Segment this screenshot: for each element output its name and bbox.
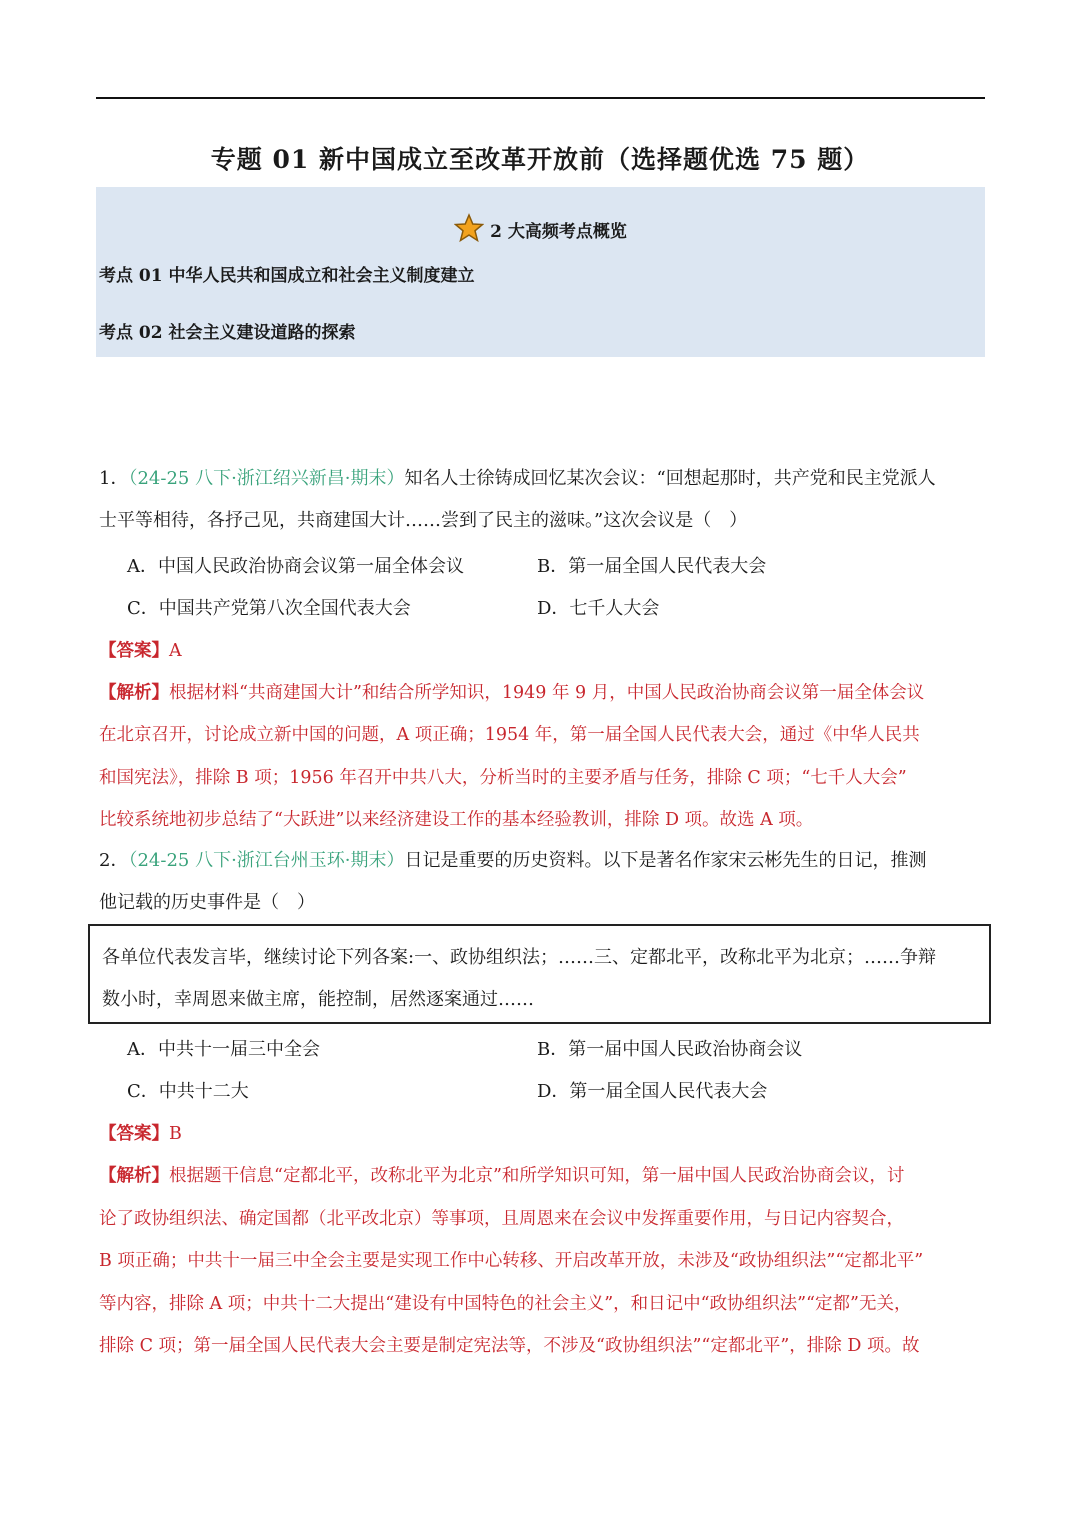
q2-analysis-line3: B 项正确；中共十一届三中全会主要是实现工作中心转移、开启改革开放，未涉及“政协组织法”“定都北平” bbox=[99, 1251, 924, 1271]
overview-heading-text: 2 大高频考点概览 bbox=[490, 222, 627, 242]
q2-stem-text: 日记是重要的历史资料。以下是著名作家宋云彬先生的日记，推测 bbox=[404, 850, 927, 871]
q2-answer-value: B bbox=[169, 1124, 182, 1144]
q2-analysis-line1 bbox=[99, 1162, 904, 1187]
q1-answer bbox=[99, 637, 182, 662]
q2-analysis-line5: 排除 C 项；第一届全国人民代表大会主要是制定宪法等，不涉及“政协组织法”“定都北平”，排除 D 项。故 bbox=[99, 1336, 920, 1356]
q2-analysis-line4: 等内容，排除 A 项；中共十二大提出“建设有中国特色的社会主义”，和日记中“政协组织法”“定都”无关， bbox=[99, 1294, 912, 1314]
q1-analysis-line4: 比较系统地初步总结了“大跃进”以来经济建设工作的基本经验教训，排除 D 项。故选 A 项。 bbox=[99, 810, 814, 830]
q2-option-b: B．第一届中国人民政治协商会议 bbox=[537, 1039, 803, 1060]
q1-analysis-line1 bbox=[99, 679, 924, 704]
q1-analysis-tag: 【解析】 bbox=[99, 683, 169, 703]
overview-box bbox=[96, 187, 985, 357]
q1-stem-line2: 士平等相待，各抒己见，共商建国大计……尝到了民主的滋味。”这次会议是（ ） bbox=[99, 510, 748, 531]
q2-number: 2． bbox=[99, 850, 129, 871]
q2-quote-line1: 各单位代表发言毕，继续讨论下列各案:一、政协组织法；……三、定都北平，改称北平为北京；……争辩 bbox=[102, 947, 937, 968]
q1-answer-tag: 【答案】 bbox=[99, 641, 169, 661]
q1-option-c: C．中国共产党第八次全国代表大会 bbox=[127, 598, 411, 619]
q1-source: （24-25 八下·浙江绍兴新昌·期末） bbox=[128, 468, 405, 489]
q2-answer-tag: 【答案】 bbox=[99, 1124, 169, 1144]
q2-stem-line2: 他记载的历史事件是（ ） bbox=[99, 892, 315, 913]
q1-option-b: B．第一届全国人民代表大会 bbox=[537, 556, 767, 577]
q2-analysis-tag: 【解析】 bbox=[99, 1166, 169, 1186]
q1-answer-value: A bbox=[169, 641, 182, 661]
overview-item-2: 考点 02 社会主义建设道路的探索 bbox=[99, 323, 356, 343]
overview-heading bbox=[96, 213, 985, 248]
top-rule bbox=[96, 97, 985, 99]
q2-quote-line2: 数小时，幸周恩来做主席，能控制，居然逐案通过…… bbox=[102, 989, 534, 1010]
q2-analysis-line2: 论了政协组织法、确定国都（北平改北京）等事项，且周恩来在会议中发挥重要作用，与日记内容契合， bbox=[99, 1209, 904, 1229]
q1-number: 1． bbox=[99, 468, 129, 489]
star-icon bbox=[454, 213, 484, 248]
q1-analysis-text: 根据材料“共商建国大计”和结合所学知识，1949 年 9 月，中国人民政治协商会议第一届全体会议 bbox=[169, 683, 925, 703]
q2-answer bbox=[99, 1120, 182, 1145]
q1-stem-text: 知名人士徐铸成回忆某次会议：“回想起那时，共产党和民主党派人 bbox=[404, 468, 936, 489]
q1-analysis-line3: 和国宪法》，排除 B 项；1956 年召开中共八大，分析当时的主要矛盾与任务，排除 C 项；“七千人大会” bbox=[99, 768, 907, 788]
q2-source: （24-25 八下·浙江台州玉环·期末） bbox=[128, 850, 405, 871]
q1-option-d: D．七千人大会 bbox=[537, 598, 660, 619]
q2-stem-line1 bbox=[99, 849, 927, 873]
q1-stem-line1 bbox=[99, 467, 936, 491]
q2-quote-box bbox=[88, 924, 991, 1024]
q2-option-c: C．中共十二大 bbox=[127, 1081, 249, 1102]
q2-option-d: D．第一届全国人民代表大会 bbox=[537, 1081, 768, 1102]
overview-item-1: 考点 01 中华人民共和国成立和社会主义制度建立 bbox=[99, 266, 475, 286]
document-title: 专题 01 新中国成立至改革开放前（选择题优选 75 题） bbox=[210, 145, 870, 174]
q1-option-a: A．中国人民政治协商会议第一届全体会议 bbox=[127, 556, 464, 577]
q2-analysis-text: 根据题干信息“定都北平，改称北平为北京”和所学知识可知，第一届中国人民政治协商会议，讨 bbox=[169, 1166, 905, 1186]
q2-option-a: A．中共十一届三中全会 bbox=[127, 1039, 320, 1060]
q1-analysis-line2: 在北京召开，讨论成立新中国的问题，A 项正确；1954 年，第一届全国人民代表大会，通过《中华人民共 bbox=[99, 725, 920, 745]
